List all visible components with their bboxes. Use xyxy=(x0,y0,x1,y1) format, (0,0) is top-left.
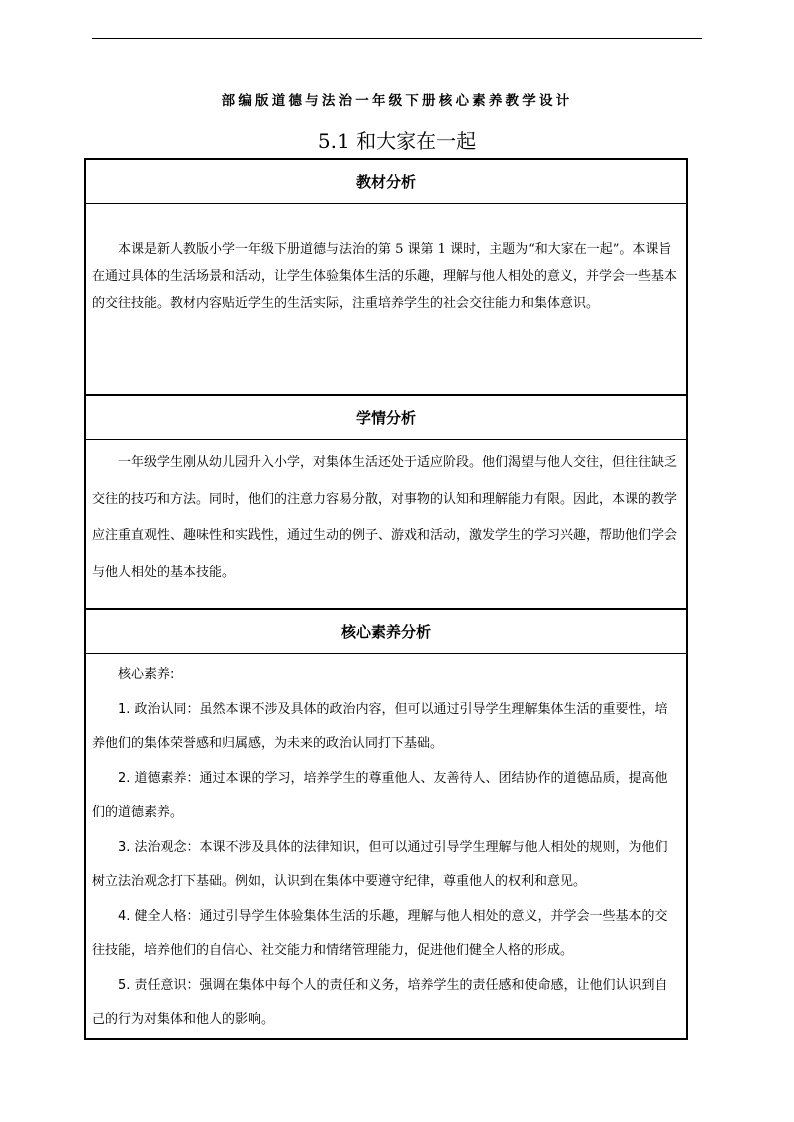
core-literacy-body xyxy=(86,654,686,1038)
material-analysis-heading: 教材分析 xyxy=(86,160,686,204)
header-rule xyxy=(92,38,702,39)
literacy-item-personality: 4. 健全人格：通过引导学生体验集体生活的乐趣，理解与他人相处的意义，并学会一些基本的交往技能，培养他们的自信心、社交能力和情绪管理能力，促进他们健全人格的形成。 xyxy=(92,908,668,958)
literacy-item-law: 3. 法治观念：本课不涉及具体的法律知识，但可以通过引导学生理解与他人相处的规则，为他们树立法治观念打下基础。例如，认识到在集体中要遵守纪律，尊重他人的权利和意见。 xyxy=(92,839,668,889)
literacy-item-moral: 2. 道德素养：通过本课的学习，培养学生的尊重他人、友善待人、团结协作的道德品质，提高他们的道德素养。 xyxy=(92,770,668,820)
document-title: 部编版道德与法治一年级下册核心素养教学设计 xyxy=(221,93,573,109)
core-literacy-intro: 核心素养: xyxy=(118,667,175,682)
design-table xyxy=(84,158,688,1040)
material-analysis-body xyxy=(86,204,686,396)
student-analysis-body xyxy=(86,440,686,610)
literacy-item-responsibility: 5. 责任意识：强调在集体中每个人的责任和义务，培养学生的责任感和使命感，让他们认识到自己的行为对集体和他人的影响。 xyxy=(92,977,668,1027)
material-analysis-text: 本课是新人教版小学一年级下册道德与法治的第 5 课第 1 课时，主题为“和大家在一起”。本课旨在通过具体的生活场景和活动，让学生体验集体生活的乐趣，理解与他人相处的意义，并学会一些基本的交往技能。教材内容贴近学生的生活实际，注重培养学生的社会交往能力和集体意识。 xyxy=(92,242,678,311)
student-analysis-text: 一年级学生刚从幼儿园升入小学，对集体生活还处于适应阶段。他们渴望与他人交往，但往往缺乏交往的技巧和方法。同时，他们的注意力容易分散，对事物的认知和理解能力有限。因此，本课的教学应注重直观性、趣味性和实践性，通过生动的例子、游戏和活动，激发学生的学习兴趣，帮助他们学会与他人相处的基本技能。 xyxy=(92,455,678,580)
literacy-item-political: 1. 政治认同：虽然本课不涉及具体的政治内容，但可以通过引导学生理解集体生活的重要性，培养他们的集体荣誉感和归属感，为未来的政治认同打下基础。 xyxy=(92,701,668,751)
student-analysis-heading: 学情分析 xyxy=(86,396,686,440)
core-literacy-heading: 核心素养分析 xyxy=(86,610,686,654)
lesson-title: 5.1 和大家在一起 xyxy=(317,129,477,153)
